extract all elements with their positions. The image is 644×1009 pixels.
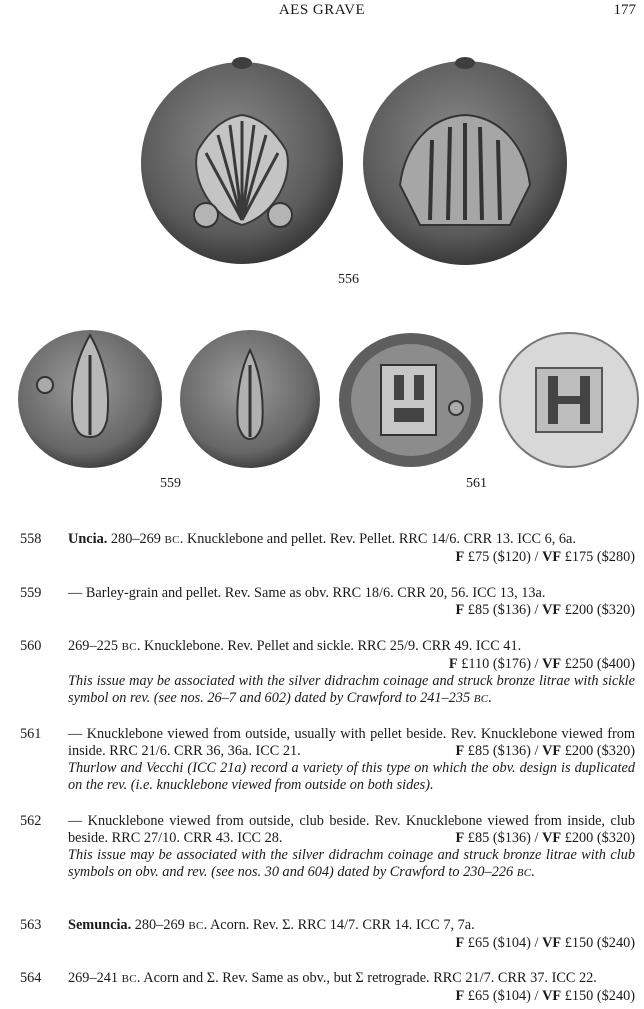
price-vf: £150 ($240) [561,935,635,951]
coin-561-reverse-image [498,330,640,470]
price-f: £85 ($136) / [464,602,543,618]
entry-note [68,847,635,882]
entry-text: . Knucklebone and pellet. Rev. Pellet. RRC 14/6. CRR 13. ICC 6, 6a. [179,531,576,547]
note-text: This issue may be associated with the silver didrachm coinage and struck bronze litrae with sickle symbol on rev. (see nos. 26–7 and 602) dated by Crawford to 241–235 [68,673,635,706]
era-label: BC [188,920,204,932]
price-f: £65 ($104) / [464,935,543,951]
entry-number: 560 [20,638,42,654]
entry-number: 562 [20,813,42,829]
price-f: £85 ($136) / [464,830,543,846]
grade-vf-label: VF [542,935,562,951]
entry-number: 559 [20,585,42,601]
grade-f-label: F [455,935,465,951]
figure-caption-556: 556 [338,272,359,287]
entry-text: 280–269 [107,531,165,547]
price-vf: £150 ($240) [561,988,635,1004]
grade-f-label: F [455,988,465,1004]
note-text: . [531,864,535,880]
price-line [68,935,635,952]
figure-caption-559: 559 [160,476,181,491]
entry-text: 269–241 [68,970,122,986]
grade-vf-label: VF [542,549,562,565]
entry-number: 558 [20,531,42,547]
price-f: £85 ($136) / [464,743,543,759]
denomination: Uncia. [68,531,108,547]
grade-f-label: F [448,656,458,672]
era-label: BC [121,641,137,653]
coin-556-obverse-image [138,55,346,267]
grade-vf-label: VF [542,988,562,1004]
entry-note: Thurlow and Vecchi (ICC 21a) record a variety of this type on which the obv. design is duplicated on the rev. (i.e. knucklebone viewed from outside on both sides). [68,760,635,793]
entry-text: . Acorn and Σ. Rev. Same as obv., but Σ retrograde. RRC 21/7. CRR 37. ICC 22. [136,970,597,986]
grade-f-label: F [455,602,465,618]
entry-text: — Knucklebone viewed from outside, club beside. Rev. Knucklebone viewed from inside, club beside. RRC 27/10. CRR 43. ICC 28. [68,813,635,846]
entry-text: — Barley-grain and pellet. Rev. Same as obv. RRC 18/6. CRR 20, 56. ICC 13, 13a. [68,585,546,601]
entry-text: 280–269 [131,917,189,933]
grade-f-label: F [455,549,465,565]
price-line [68,549,635,566]
note-text: . [488,690,492,706]
grade-f-label: F [455,743,465,759]
entry-text: . Knucklebone. Rev. Pellet and sickle. RRC 25/9. CRR 49. ICC 41. [136,638,522,654]
coin-556-reverse-image [360,55,570,267]
running-header: AES GRAVE [278,2,366,18]
denomination: Semuncia. [68,917,132,933]
price-f: £75 ($120) / [464,549,543,565]
price-f: £65 ($104) / [464,988,543,1004]
note-text: This issue may be associated with the silver didrachm coinage and struck bronze litrae with club symbols on obv. and rev. (see nos. 30 and 604) dated by Crawford to 230–226 [68,847,635,880]
entry-note [68,673,635,708]
era-label: BC [121,973,137,985]
price-vf: £250 ($400) [561,656,635,672]
entry-number: 563 [20,917,42,933]
grade-vf-label: VF [542,743,562,759]
grade-f-label: F [455,830,465,846]
price-vf: £200 ($320) [561,743,635,759]
entry-text: . Acorn. Rev. Σ. RRC 14/7. CRR 14. ICC 7, 7a. [203,917,475,933]
era-label: BC [473,693,489,705]
page-number: 177 [613,2,636,18]
coin-561-obverse-image [336,330,486,470]
price-line [68,656,635,673]
entry-number: 561 [20,726,42,742]
entry-text: 269–225 [68,638,122,654]
price-line [68,602,635,619]
era-label: BC [516,867,532,879]
entry-number: 564 [20,970,42,986]
figure-caption-561: 561 [466,476,487,491]
era-label: BC [164,534,180,546]
coin-559-obverse-image [15,325,165,470]
price-vf: £200 ($320) [561,602,635,618]
price-vf: £175 ($280) [561,549,635,565]
grade-vf-label: VF [542,830,562,846]
price-vf: £200 ($320) [561,830,635,846]
grade-vf-label: VF [542,602,562,618]
entry-text: — Knucklebone viewed from outside, usually with pellet beside. Rev. Knucklebone viewed from inside. RRC 21/6. CRR 36, 36a. ICC 21. [68,726,635,759]
price-line [68,988,635,1005]
grade-vf-label: VF [542,656,562,672]
price-f: £110 ($176) / [457,656,543,672]
coin-559-reverse-image [178,325,323,470]
